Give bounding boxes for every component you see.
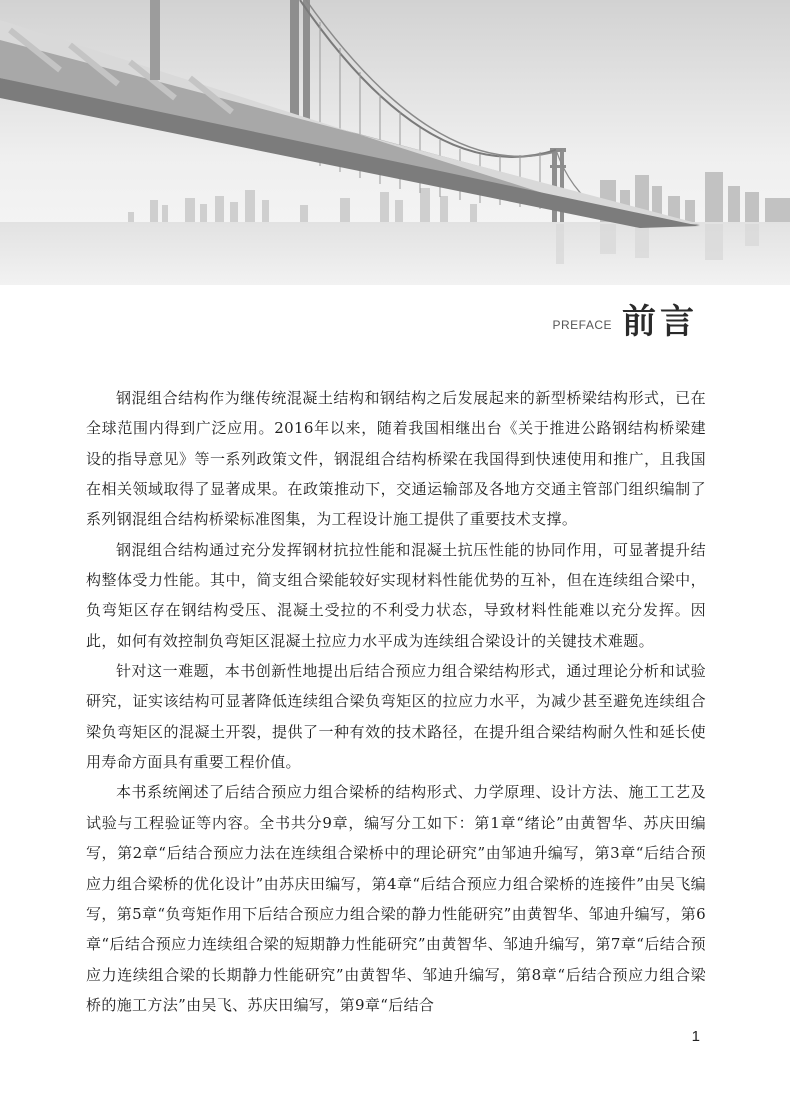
paragraph: 本书系统阐述了后结合预应力组合梁桥的结构形式、力学原理、设计方法、施工工艺及试验与工程验证等内容。全书共分9章，编写分工如下：第1章“绪论”由黄智华、苏庆田编写，第2章“后结合预应力法在连续组合梁桥中的理论研究”由邹迪升编写，第3章“后结合预应力组合梁桥的优化设计”由苏庆田编写，第4章“后结合预应力组合梁桥的连接件”由吴飞编写，第5章“负弯矩作用下后结合预应力组合梁的静力性能研究”由黄智华、邹迪升编写，第6章“后结合预应力连续组合梁的短期静力性能研究”由黄智华、邹迪升编写，第7章“后结合预应力连续组合梁的长期静力性能研究”由黄智华、邹迪升编写，第8章“后结合预应力组合梁桥的施工方法”由吴飞、苏庆田编写，第9章“后结合 <box>86 783 706 1014</box>
paragraph: 针对这一难题，本书创新性地提出后结合预应力组合梁结构形式，通过理论分析和试验研究，证实该结构可显著降低连续组合梁负弯矩区的拉应力水平，为减少甚至避免连续组合梁负弯矩区的混凝土开裂，提供了一种有效的技术路径，在提升组合梁结构耐久性和延长使用寿命方面具有重要工程价值。 <box>86 662 706 772</box>
bridge-skyline-photo-icon <box>0 0 790 285</box>
preface-heading <box>552 293 698 342</box>
banner-image <box>0 0 790 285</box>
preface-en-label: PREFACE <box>552 318 612 332</box>
paragraph: 钢混组合结构通过充分发挥钢材抗拉性能和混凝土抗压性能的协同作用，可显著提升结构整体受力性能。其中，简支组合梁能较好实现材料性能优势的互补，但在连续组合梁中，负弯矩区存在钢结构受压、混凝土受拉的不利受力状态，导致材料性能难以充分发挥。因此，如何有效控制负弯矩区混凝土拉应力水平成为连续组合梁设计的关键技术难题。 <box>86 540 706 650</box>
preface-body <box>86 383 706 1020</box>
preface-zh-title: 前言 <box>622 302 698 342</box>
paragraph: 钢混组合结构作为继传统混凝土结构和钢结构之后发展起来的新型桥梁结构形式，已在全球范围内得到广泛应用。2016年以来，随着我国相继出台《关于推进公路钢结构桥梁建设的指导意见》等一系列政策文件，钢混组合结构桥梁在我国得到快速使用和推广，且我国在相关领域取得了显著成果。在政策推动下，交通运输部及各地方交通主管部门组织编制了系列钢混组合结构桥梁标准图集，为工程设计施工提供了重要技术支撑。 <box>86 389 706 529</box>
page-number: 1 <box>691 1028 700 1045</box>
